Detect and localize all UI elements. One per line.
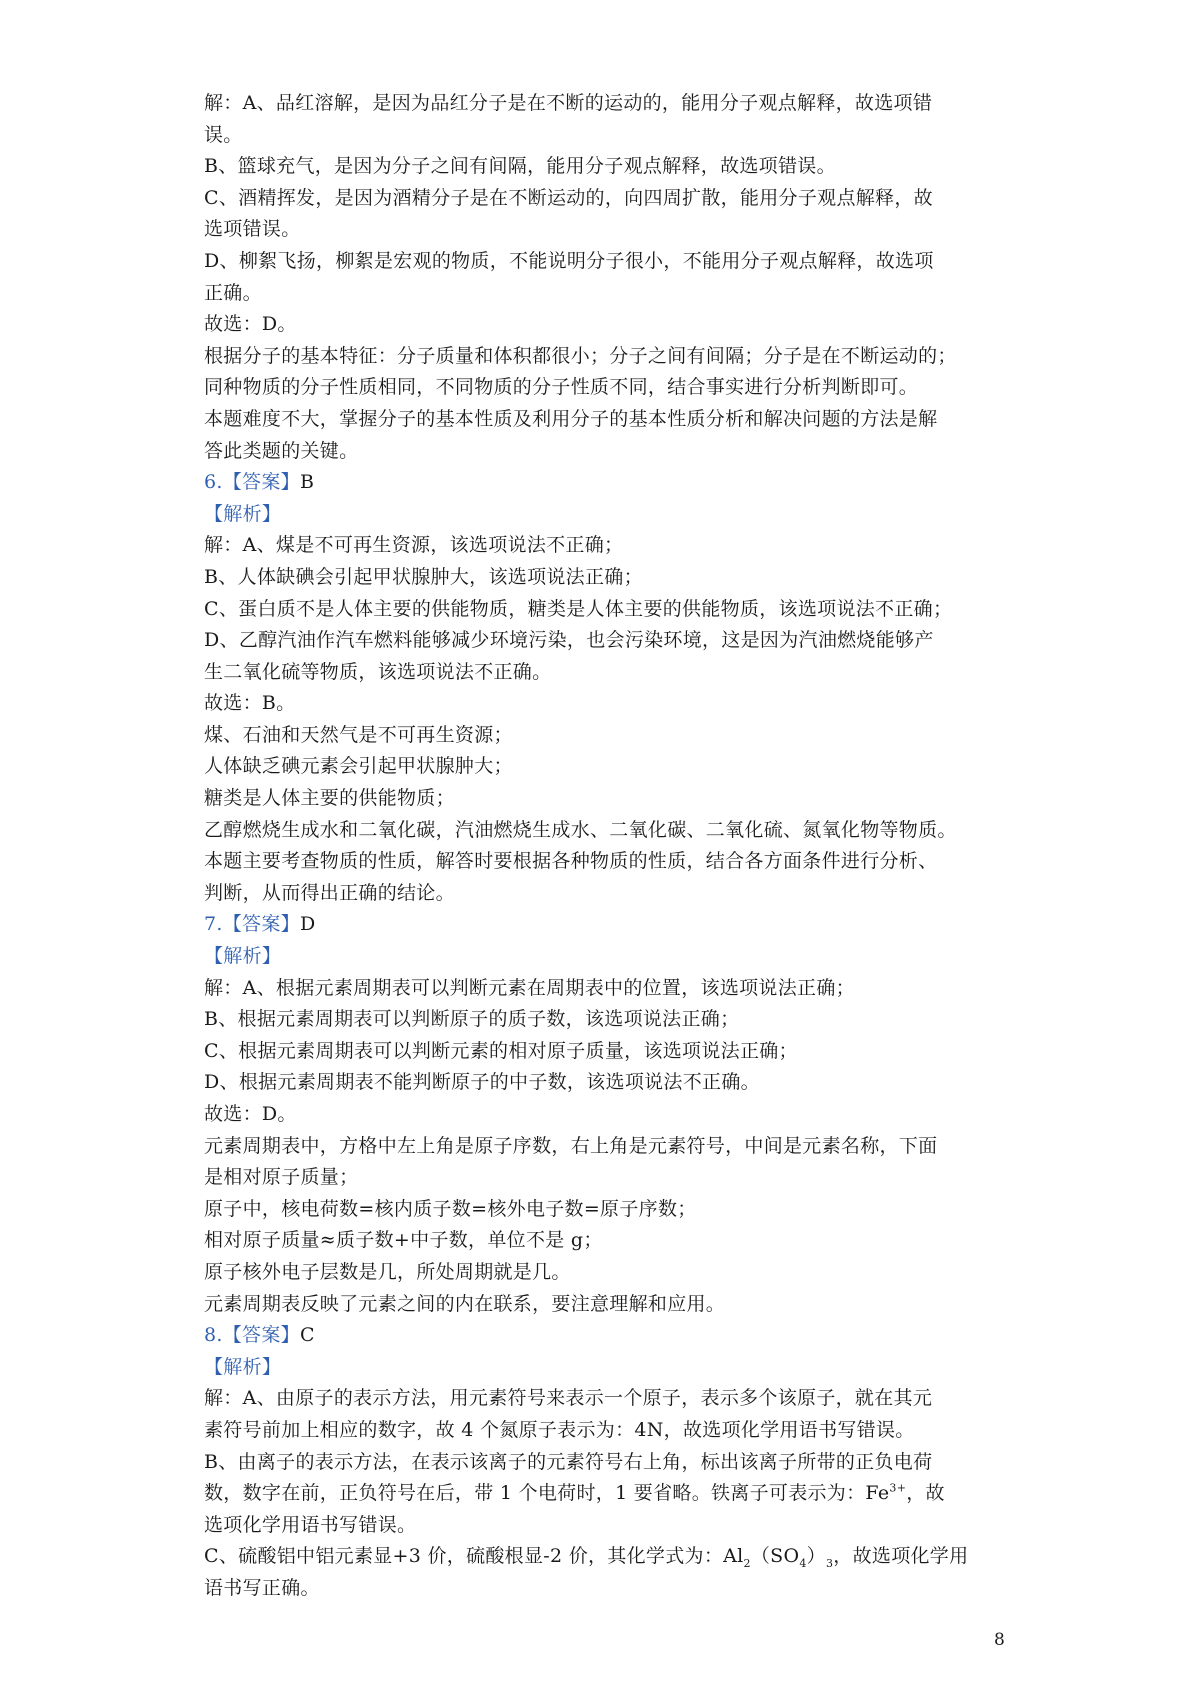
text-line: 选项错误。 bbox=[204, 218, 301, 241]
text-line: B、篮球充气，是因为分子之间有间隔，能用分子观点解释，故选项错误。 bbox=[204, 155, 836, 178]
text-line: 糖类是人体主要的供能物质； bbox=[204, 787, 455, 810]
text-line: 元素周期表反映了元素之间的内在联系，要注意理解和应用。 bbox=[204, 1292, 726, 1315]
text-line: 原子核外电子层数是几，所处周期就是几。 bbox=[204, 1260, 571, 1283]
answer-value: B bbox=[299, 471, 315, 494]
text-line: 是相对原子质量； bbox=[204, 1166, 359, 1189]
text-line: 本题难度不大，掌握分子的基本性质及利用分子的基本性质分析和解决问题的方法是解 bbox=[204, 407, 938, 430]
answer-value: C bbox=[299, 1324, 315, 1347]
text-line: 人体缺乏碘元素会引起甲状腺肿大； bbox=[204, 755, 513, 778]
analysis-heading: 【解析】 bbox=[204, 945, 282, 968]
text-line: 语书写正确。 bbox=[204, 1576, 320, 1599]
text-line: B、由离子的表示方法，在表示该离子的元素符号右上角，标出该离子所带的正负电荷 bbox=[204, 1450, 933, 1473]
text-line: C、根据元素周期表可以判断元素的相对原子质量，该选项说法正确； bbox=[204, 1039, 798, 1062]
formula-fe-ion bbox=[865, 1482, 906, 1504]
text-line: C、蛋白质不是人体主要的供能物质，糖类是人体主要的供能物质，该选项说法不正确； bbox=[204, 597, 953, 620]
text-line: 素符号前加上相应的数字，故 4 个氮原子表示为：4N，故选项化学用语书写错误。 bbox=[204, 1418, 915, 1441]
text-line bbox=[204, 1541, 1004, 1573]
text-line: 根据分子的基本特征：分子质量和体积都很小；分子之间有间隔；分子是在不断运动的； bbox=[204, 344, 957, 367]
text-line: 原子中，核电荷数=核内质子数=核外电子数=原子序数； bbox=[204, 1197, 697, 1220]
ion-charge: 3+ bbox=[889, 1481, 907, 1495]
text-span: C、硫酸铝中铝元素显+3 价，硫酸根显-2 价，其化学式为： bbox=[204, 1545, 724, 1568]
group-open: （SO bbox=[750, 1545, 800, 1568]
text-line: 煤、石油和天然气是不可再生资源； bbox=[204, 723, 513, 746]
text-line: 解：A、煤是不可再生资源，该选项说法不正确； bbox=[204, 534, 624, 557]
answer-label: 7.【答案】 bbox=[204, 913, 300, 936]
subscript: 3 bbox=[825, 1557, 834, 1571]
text-line: 故选：B。 bbox=[204, 692, 296, 715]
group-close: ） bbox=[806, 1545, 826, 1568]
element-symbol: Al bbox=[723, 1545, 744, 1568]
text-line: B、根据元素周期表可以判断原子的质子数，该选项说法正确； bbox=[204, 1008, 740, 1031]
element-symbol: Fe bbox=[865, 1482, 890, 1505]
text-line: 乙醇燃烧生成水和二氧化碳，汽油燃烧生成水、二氧化碳、二氧化硫、氮氧化物等物质。 bbox=[204, 818, 957, 841]
text-line: 正确。 bbox=[204, 281, 262, 304]
text-line: 同种物质的分子性质相同，不同物质的分子性质不同，结合事实进行分析判断即可。 bbox=[204, 376, 919, 399]
text-span: ，故 bbox=[906, 1482, 945, 1505]
text-span: ，故选项化学用 bbox=[833, 1545, 969, 1568]
text-line: 判断，从而得出正确的结论。 bbox=[204, 881, 455, 904]
text-line: 生二氧化硫等物质，该选项说法不正确。 bbox=[204, 660, 552, 683]
answer-heading-q6 bbox=[204, 467, 1004, 499]
text-line: D、柳絮飞扬，柳絮是宏观的物质，不能说明分子很小，不能用分子观点解释，故选项 bbox=[204, 249, 934, 272]
answer-label: 6.【答案】 bbox=[204, 471, 300, 494]
text-line: D、乙醇汽油作汽车燃料能够减少环境污染，也会污染环境，这是因为汽油燃烧能够产 bbox=[204, 629, 934, 652]
text-line: 解：A、由原子的表示方法，用元素符号来表示一个原子，表示多个该原子，就在其元 bbox=[204, 1387, 933, 1410]
text-line: 故选：D。 bbox=[204, 313, 297, 336]
document-body bbox=[204, 88, 1004, 1605]
text-line: 选项化学用语书写错误。 bbox=[204, 1513, 417, 1536]
text-line: 误。 bbox=[204, 123, 243, 146]
text-line: 相对原子质量≈质子数+中子数，单位不是 g； bbox=[204, 1229, 603, 1252]
text-line: D、根据元素周期表不能判断原子的中子数，该选项说法不正确。 bbox=[204, 1071, 760, 1094]
text-line: 故选：D。 bbox=[204, 1103, 297, 1125]
text-line: B、人体缺碘会引起甲状腺肿大，该选项说法正确； bbox=[204, 565, 643, 588]
formula-aluminum-sulfate bbox=[723, 1545, 834, 1571]
text-span: 数，数字在前，正负符号在后，带 1 个电荷时，1 要省略。铁离子可表示为： bbox=[204, 1482, 866, 1505]
answer-label: 8.【答案】 bbox=[204, 1324, 300, 1347]
subscript: 2 bbox=[743, 1557, 751, 1571]
analysis-heading: 【解析】 bbox=[204, 1355, 282, 1378]
answer-heading-q8 bbox=[204, 1320, 1004, 1352]
text-line bbox=[204, 1478, 1004, 1510]
answer-value: D bbox=[299, 913, 316, 936]
text-line: 解：A、根据元素周期表可以判断元素在周期表中的位置，该选项说法正确； bbox=[204, 976, 855, 999]
analysis-heading: 【解析】 bbox=[204, 502, 282, 525]
text-line: 元素周期表中，方格中左上角是原子序数，右上角是元素符号，中间是元素名称，下面 bbox=[204, 1134, 938, 1157]
text-line: 答此类题的关键。 bbox=[204, 439, 359, 462]
answer-heading-q7 bbox=[204, 909, 1004, 941]
subscript: 4 bbox=[799, 1557, 807, 1571]
text-line: 解：A、品红溶解，是因为品红分子是在不断的运动的，能用分子观点解释，故选项错 bbox=[204, 92, 933, 114]
text-line: 本题主要考查物质的性质，解答时要根据各种物质的性质，结合各方面条件进行分析、 bbox=[204, 850, 938, 873]
text-line: C、酒精挥发，是因为酒精分子是在不断运动的，向四周扩散，能用分子观点解释，故 bbox=[204, 186, 933, 209]
page-number: 8 bbox=[994, 1630, 1005, 1650]
